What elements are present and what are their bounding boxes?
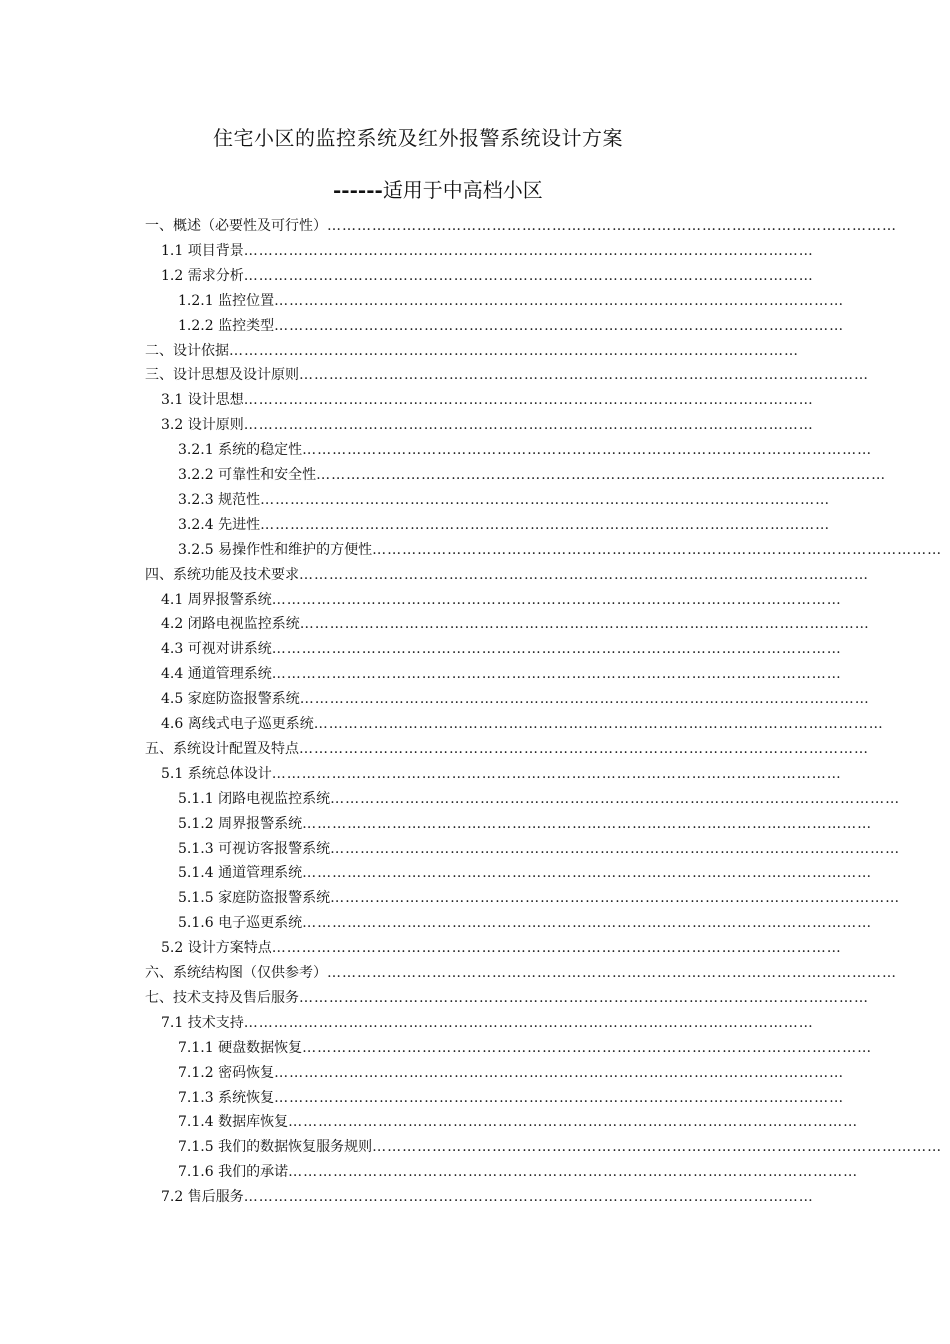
toc-entry-label: 5.1.3 可视访客报警系统 [178, 840, 331, 857]
toc-entry-label: 7.1.4 数据库恢复 [178, 1114, 289, 1131]
toc-dot-leader: …………………………………………………………………………………………………… [330, 840, 901, 857]
toc-entry[interactable] [178, 814, 873, 834]
toc-dot-leader: …………………………………………………………………………………………………… [243, 1189, 814, 1206]
toc-entry[interactable] [178, 1162, 859, 1182]
toc-entry[interactable] [178, 540, 943, 560]
toc-entry-label: 七、技术支持及售后服务 [145, 989, 299, 1006]
toc-entry-label: 六、系统结构图（仅供参考） [145, 965, 327, 981]
toc-entry[interactable] [161, 266, 814, 286]
toc-entry-label: 4.2 闭路电视监控系统 [161, 616, 300, 633]
toc-entry[interactable] [178, 490, 831, 510]
toc-entry[interactable] [145, 565, 869, 585]
toc-entry[interactable] [161, 639, 842, 659]
toc-dot-leader: …………………………………………………………………………………………………… [243, 1014, 814, 1031]
toc-dot-leader: …………………………………………………………………………………………………… [299, 691, 870, 708]
toc-entry[interactable] [178, 1088, 845, 1108]
toc-dot-leader: …………………………………………………………………………………………………… [229, 342, 799, 359]
toc-dot-leader: …………………………………………………………………………………………………… [271, 765, 842, 782]
toc-entry-label: 1.2.1 监控位置 [178, 292, 275, 309]
toc-entry[interactable] [161, 714, 884, 734]
toc-entry-label: 3.2 设计原则 [161, 417, 244, 434]
toc-entry[interactable] [178, 1137, 943, 1157]
toc-entry-label: 一、概述（必要性及可行性） [145, 218, 327, 234]
toc-entry[interactable] [178, 291, 845, 311]
toc-dot-leader: …………………………………………………………………………………………………… [299, 989, 869, 1006]
toc-entry-label: 4.6 离线式电子巡更系统 [161, 716, 314, 732]
toc-dot-leader: …………………………………………………………………………………………………… [372, 1139, 943, 1156]
toc-entry[interactable] [178, 515, 831, 535]
document-subtitle [333, 174, 543, 203]
toc-entry-label: 三、设计思想及设计原则 [145, 367, 299, 384]
toc-entry[interactable] [161, 614, 870, 634]
toc-entry[interactable] [161, 390, 814, 410]
toc-dot-leader: …………………………………………………………………………………………………… [372, 541, 943, 558]
toc-dot-leader: …………………………………………………………………………………………………… [274, 292, 845, 309]
toc-entry[interactable] [161, 590, 842, 610]
toc-dot-leader: …………………………………………………………………………………………………… [302, 915, 873, 932]
toc-entry-label: 4.1 周界报警系统 [161, 591, 272, 608]
toc-dot-leader: …………………………………………………………………………………………………… [313, 716, 884, 732]
toc-entry-label: 7.2 售后服务 [161, 1189, 244, 1206]
toc-entry-label: 1.2.2 监控类型 [178, 317, 275, 334]
toc-entry-label: 五、系统设计配置及特点 [145, 740, 299, 757]
toc-dot-leader: …………………………………………………………………………………………………… [260, 491, 831, 508]
toc-entry[interactable] [145, 988, 869, 1008]
toc-dot-leader: …………………………………………………………………………………………………… [327, 218, 897, 234]
toc-dot-leader: …………………………………………………………………………………………………… [330, 890, 901, 907]
toc-entry-label: 4.3 可视对讲系统 [161, 641, 272, 658]
toc-dot-leader: …………………………………………………………………………………………………… [299, 616, 870, 633]
toc-entry-label: 二、设计依据 [145, 342, 229, 359]
toc-dot-leader: …………………………………………………………………………………………………… [299, 367, 869, 384]
toc-dot-leader: …………………………………………………………………………………………………… [316, 467, 887, 483]
toc-entry-label: 3.1 设计思想 [161, 392, 244, 409]
toc-entry[interactable] [161, 1013, 814, 1033]
toc-entry[interactable] [178, 440, 873, 460]
toc-entry[interactable] [161, 1187, 814, 1207]
toc-dot-leader: …………………………………………………………………………………………………… [327, 965, 897, 981]
toc-entry-label: 3.2.1 系统的稳定性 [178, 442, 303, 459]
toc-dot-leader: …………………………………………………………………………………………………… [302, 815, 873, 832]
toc-entry[interactable] [161, 764, 842, 784]
toc-dot-leader: …………………………………………………………………………………………………… [243, 242, 814, 259]
toc-entry-label: 5.1.6 电子巡更系统 [178, 915, 303, 932]
toc-entry[interactable] [178, 789, 901, 809]
toc-entry-label: 7.1 技术支持 [161, 1014, 244, 1031]
toc-entry-label: 7.1.6 我们的承诺 [178, 1164, 289, 1181]
toc-dot-leader: …………………………………………………………………………………………………… [274, 1089, 845, 1106]
document-title: 住宅小区的监控系统及红外报警系统设计方案 [213, 126, 623, 150]
toc-entry-label: 4.4 通道管理系统 [161, 666, 272, 683]
toc-dot-leader: …………………………………………………………………………………………………… [288, 1114, 859, 1131]
toc-entry-label: 7.1.5 我们的数据恢复服务规则 [178, 1139, 373, 1156]
toc-dot-leader: …………………………………………………………………………………………………… [330, 790, 901, 807]
toc-dot-leader: …………………………………………………………………………………………………… [271, 666, 842, 683]
toc-dot-leader: …………………………………………………………………………………………………… [243, 392, 814, 409]
toc-entry-label: 四、系统功能及技术要求 [145, 566, 299, 583]
toc-entry[interactable] [161, 415, 814, 435]
toc-entry-label: 5.1.5 家庭防盗报警系统 [178, 890, 331, 907]
toc-entry-label: 1.2 需求分析 [161, 267, 244, 284]
toc-dot-leader: …………………………………………………………………………………………………… [299, 740, 869, 757]
toc-entry[interactable] [161, 689, 870, 709]
toc-entry[interactable] [178, 316, 845, 336]
toc-entry[interactable] [161, 241, 814, 261]
toc-dot-leader: …………………………………………………………………………………………………… [302, 865, 873, 882]
toc-entry[interactable] [178, 863, 873, 883]
toc-entry[interactable] [178, 913, 873, 933]
toc-dot-leader: …………………………………………………………………………………………………… [260, 516, 831, 533]
toc-entry-label: 7.1.1 硬盘数据恢复 [178, 1039, 303, 1056]
toc-entry-label: 5.1.4 通道管理系统 [178, 865, 303, 882]
toc-entry-label: 4.5 家庭防盗报警系统 [161, 691, 300, 708]
toc-entry[interactable] [145, 216, 897, 236]
toc-entry[interactable] [178, 888, 901, 908]
toc-entry[interactable] [145, 365, 869, 385]
toc-entry[interactable] [178, 1063, 845, 1083]
toc-dot-leader: …………………………………………………………………………………………………… [243, 417, 814, 434]
toc-entry[interactable] [161, 664, 842, 684]
toc-dot-leader: …………………………………………………………………………………………………… [302, 442, 873, 459]
toc-entry[interactable] [145, 341, 799, 361]
toc-entry-label: 5.1 系统总体设计 [161, 765, 272, 782]
toc-dot-leader: …………………………………………………………………………………………………… [243, 267, 814, 284]
toc-entry-label: 5.1.1 闭路电视监控系统 [178, 790, 331, 807]
toc-dot-leader: …………………………………………………………………………………………………… [299, 566, 869, 583]
toc-entry-label: 7.1.2 密码恢复 [178, 1064, 275, 1081]
toc-entry-label: 5.2 设计方案特点 [161, 940, 272, 957]
toc-dot-leader: …………………………………………………………………………………………………… [271, 940, 842, 957]
toc-entry-label: 5.1.2 周界报警系统 [178, 815, 303, 832]
toc-entry-label: 3.2.4 先进性 [178, 516, 261, 533]
toc-dot-leader: …………………………………………………………………………………………………… [271, 591, 842, 608]
toc-dot-leader: …………………………………………………………………………………………………… [274, 317, 845, 334]
toc-dot-leader: …………………………………………………………………………………………………… [288, 1164, 859, 1181]
toc-entry[interactable] [145, 963, 897, 983]
toc-entry[interactable] [178, 839, 901, 859]
toc-entry[interactable] [161, 938, 842, 958]
toc-entry-label: 3.2.3 规范性 [178, 491, 261, 508]
subtitle-dashes: ------ [333, 178, 383, 202]
toc-entry[interactable] [178, 1112, 859, 1132]
toc-entry[interactable] [178, 465, 887, 485]
subtitle-text: 适用于中高档小区 [382, 178, 543, 202]
toc-entry[interactable] [178, 1038, 873, 1058]
toc-dot-leader: …………………………………………………………………………………………………… [274, 1064, 845, 1081]
toc-entry-label: 7.1.3 系统恢复 [178, 1089, 275, 1106]
toc-dot-leader: …………………………………………………………………………………………………… [271, 641, 842, 658]
toc-entry-label: 1.1 项目背景 [161, 242, 244, 259]
toc-entry[interactable] [145, 739, 869, 759]
toc-dot-leader: …………………………………………………………………………………………………… [302, 1039, 873, 1056]
toc-entry-label: 3.2.5 易操作性和维护的方便性 [178, 541, 373, 558]
toc-entry-label: 3.2.2 可靠性和安全性 [178, 467, 317, 483]
